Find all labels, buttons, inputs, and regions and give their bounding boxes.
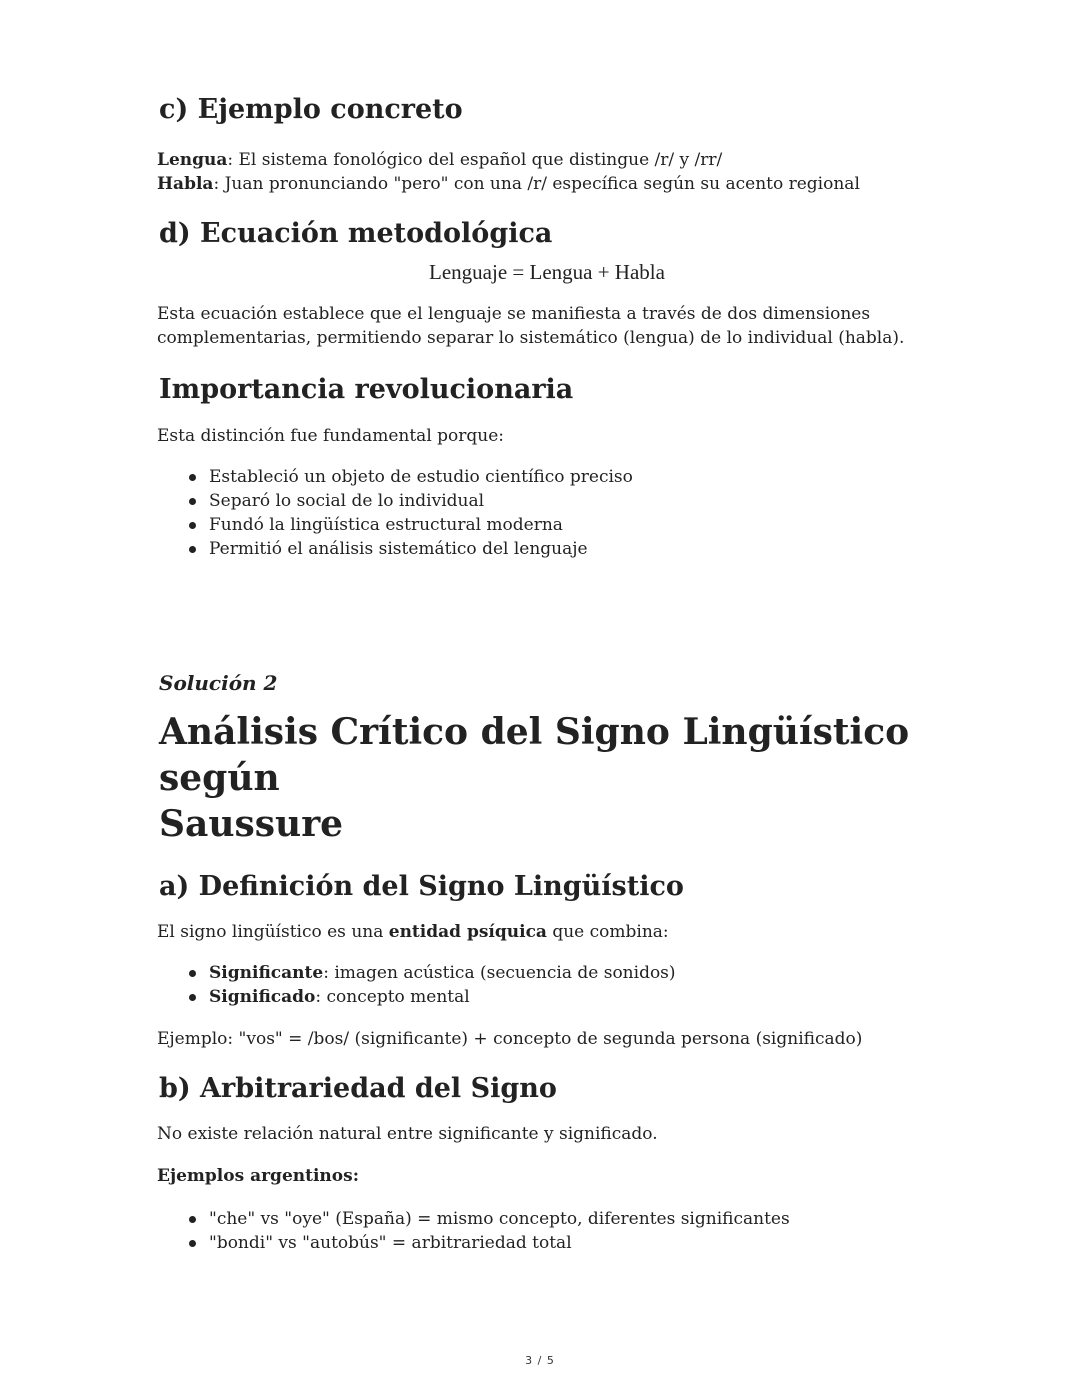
solucion-title — [157, 709, 937, 847]
habla-line — [157, 172, 937, 196]
list-item: Fundó la lingüística estructural moderna — [209, 513, 937, 537]
lengua-line — [157, 148, 937, 172]
section-d-paragraph-line1: Esta ecuación establece que el lenguaje se manifiesta a través de dos dimensiones — [157, 304, 871, 324]
page-number: 3 / 5 — [525, 1354, 555, 1367]
entidad-psiquica-bold: entidad psíquica — [388, 922, 547, 942]
habla-label: Habla — [157, 174, 214, 194]
lengua-label: Lengua — [157, 150, 228, 170]
section-a-heading: a) Definición del Signo Lingüístico — [159, 871, 684, 902]
document-page — [157, 92, 937, 1255]
lengua-text: : El sistema fonológico del español que distingue /r/ y /rr/ — [227, 150, 723, 170]
section-a-intro: El signo lingüístico es una entidad psíquica que combina: — [157, 922, 669, 942]
solucion-title-line1: Análisis Crítico del Signo Lingüístico según — [159, 711, 910, 799]
solucion-label: Solución 2 — [159, 671, 278, 695]
signo-components-list — [157, 961, 937, 1009]
section-a-example: Ejemplo: "vos" = /bos/ (significante) + concepto de segunda persona (significado) — [157, 1029, 863, 1049]
list-item: Separó lo social de lo individual — [209, 489, 937, 513]
methodological-equation: Lenguaje = Lengua + Habla — [429, 260, 665, 284]
section-d-heading: d) Ecuación metodológica — [159, 218, 553, 249]
section-d-paragraph-line2: complementarias, permitiendo separar lo sistemático (lengua) de lo individual (habla). — [157, 328, 905, 348]
solucion-title-line2: Saussure — [159, 803, 344, 845]
importancia-list — [157, 465, 937, 561]
list-item-significado: Significado: concepto mental — [209, 985, 937, 1009]
importancia-intro: Esta distinción fue fundamental porque: — [157, 426, 505, 446]
list-item-significante: Significante: imagen acústica (secuencia de sonidos) — [209, 961, 937, 985]
section-b-paragraph: No existe relación natural entre significante y significado. — [157, 1124, 658, 1144]
list-item: "bondi" vs "autobús" = arbitrariedad total — [209, 1231, 937, 1255]
list-item: "che" vs "oye" (España) = mismo concepto, diferentes significantes — [209, 1207, 937, 1231]
importancia-heading: Importancia revolucionaria — [159, 374, 574, 405]
section-c-heading: c) Ejemplo concreto — [159, 94, 463, 125]
section-b-heading: b) Arbitrariedad del Signo — [159, 1073, 557, 1104]
habla-text: : Juan pronunciando "pero" con una /r/ específica según su acento regional — [213, 174, 860, 194]
ejemplos-argentinos-label: Ejemplos argentinos: — [157, 1166, 359, 1186]
ejemplos-argentinos-list — [157, 1207, 937, 1255]
list-item: Estableció un objeto de estudio científico preciso — [209, 465, 937, 489]
list-item: Permitió el análisis sistemático del lenguaje — [209, 537, 937, 561]
